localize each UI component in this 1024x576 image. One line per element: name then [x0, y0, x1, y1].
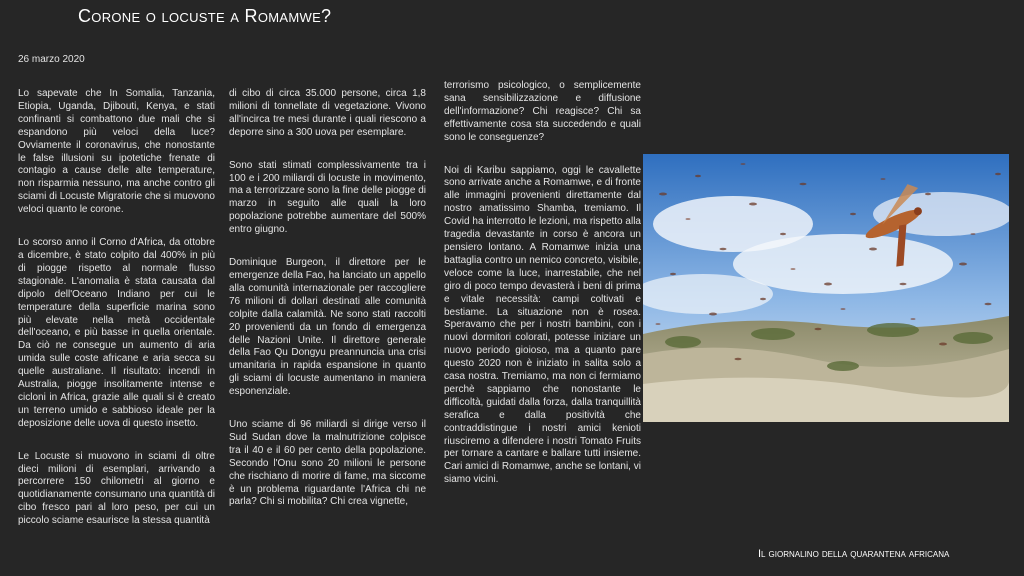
- paragraph: Noi di Karibu sappiamo, oggi le cavallette sono arrivate anche a Romamwe, e di fronte alle immagini provenienti direttamente dal nostro amatissimo Shamba, tremiamo. Il Covid ha interrotto le lezioni, ma rispetto alla tragedia devastante in corso è ancora un pensiero lontano. A Romamwe inizia una battaglia contro un nemico concreto, visibile, veloce come la luce, inarrestabile, che nel giro di poco tempo devasterà i beni di prima e vitale necessità: campi coltivati e bestiame. La situazione non è rosea. Speravamo che per i nostri bambini, con i nuovi dormitori colorati, potesse iniziare un nuovo periodo gioioso, ma a quanto pare questo 2020 non è iniziato in salita solo a casa nostra. Tremiamo, ma non ci fermiamo perchè sappiamo che nonostante le difficoltà, guidati dalla forza, dalla tranquillità serafica e dalla positività che contraddistingue i nostri amici kenioti riusciremo a difendere i nostri Tomato Fruits per tornare a cantare e ballare tutti insieme. Cari amici di Romamwe, anche se lontani, vi siamo vicini.: [444, 164, 641, 486]
- paragraph: Uno sciame di 96 miliardi si dirige verso il Sud Sudan dove la malnutrizione colpisce tra il 40 e il 60 per cento della popolazione. Secondo l'Onu sono 20 milioni le persone che rischiano di morire di fame, ma siccome è un problema riguardante l'Africa chi ne parla? Chi si mobilita? Chi crea vignette,: [229, 419, 426, 508]
- footer-caption: Il giornalino della quarantena africana: [758, 548, 950, 560]
- paragraph: Lo sapevate che In Somalia, Tanzania, Etiopia, Uganda, Djibouti, Kenya, e stati confinanti si combattono due mali che si espandono più veloci della luce? Ovviamente il coronavirus, che nonostante le false illusioni su ipotetiche frenate di contagio a cause delle alte temperature, non risparmia nessuno, ma anche contro gli sciami di Locuste Migratorie che si muovono veloci quanto le corone.: [18, 88, 215, 216]
- paragraph: terrorismo psicologico, o semplicemente sana sensibilizzazione e diffusione dell'informazione? Chi reagisce? Chi sa effettivamente cosa sta succedendo e quali sono le conseguenze?: [444, 80, 641, 143]
- locust-swarm-photo: [643, 154, 1009, 422]
- text-column-middle: [229, 88, 426, 529]
- paragraph: Lo scorso anno il Corno d'Africa, da ottobre a dicembre, è stato colpito dal 400% in più di piogge rispetto al normale flusso stagionale. L'anomalia è stata causata dal dipolo dell'Oceano Indiano per cui le temperature della superficie marina sono più elevate nella metà occidentale dell'oceano, e più basse in quella orientale. Da ciò ne consegue un aumento di aria umida sulle coste africane e aria secca su quelle australiane. Il risultato: incendi in Australia, piogge insolitamente intense e cicloni in Africa, grazie alle quali si è creato un terreno umido e sabbioso ideale per la deposizione delle uova di questo insetto.: [18, 237, 215, 429]
- paragraph: Dominique Burgeon, il direttore per le emergenze della Fao, ha lanciato un appello alla comunità internazionale per raccogliere 76 milioni di dollari destinati alle comunità colpite dalla calamità. Ne sono stati raccolti 20 provenienti da un fondo di emergenza delle Nazioni Unite. Il direttore generale della Fao Qu Dongyu preannuncia una crisi umanitaria in rapida espansione in quanto gli sciami di locuste aumentano in maniera esponenziale.: [229, 257, 426, 398]
- article-date: 26 marzo 2020: [18, 54, 85, 65]
- text-column-left: [18, 88, 215, 548]
- article-title: Corone o locuste a Romamwe?: [78, 6, 332, 26]
- paragraph: di cibo di circa 35.000 persone, circa 1,8 milioni di tonnellate di vegetazione. Vivono all'incirca tre mesi durante i quali riescono a deporre sino a 300 uova per esemplare.: [229, 88, 426, 138]
- paragraph: Sono stati stimati complessivamente tra i 100 e i 200 miliardi di locuste in movimento, ma a terrorizzare sono la fine delle piogge di marzo in seguito alle quali la loro popolazione potrebbe aumentare del 500% entro giugno.: [229, 159, 426, 236]
- text-column-right: [444, 80, 641, 507]
- paragraph: Le Locuste si muovono in sciami di oltre dieci milioni di esemplari, arrivando a percorrere 150 chilometri al giorno e quotidianamente consumano una quantità di cibo fresco pari al loro peso, per cui un piccolo sciame esaurisce la stessa quantità: [18, 450, 215, 527]
